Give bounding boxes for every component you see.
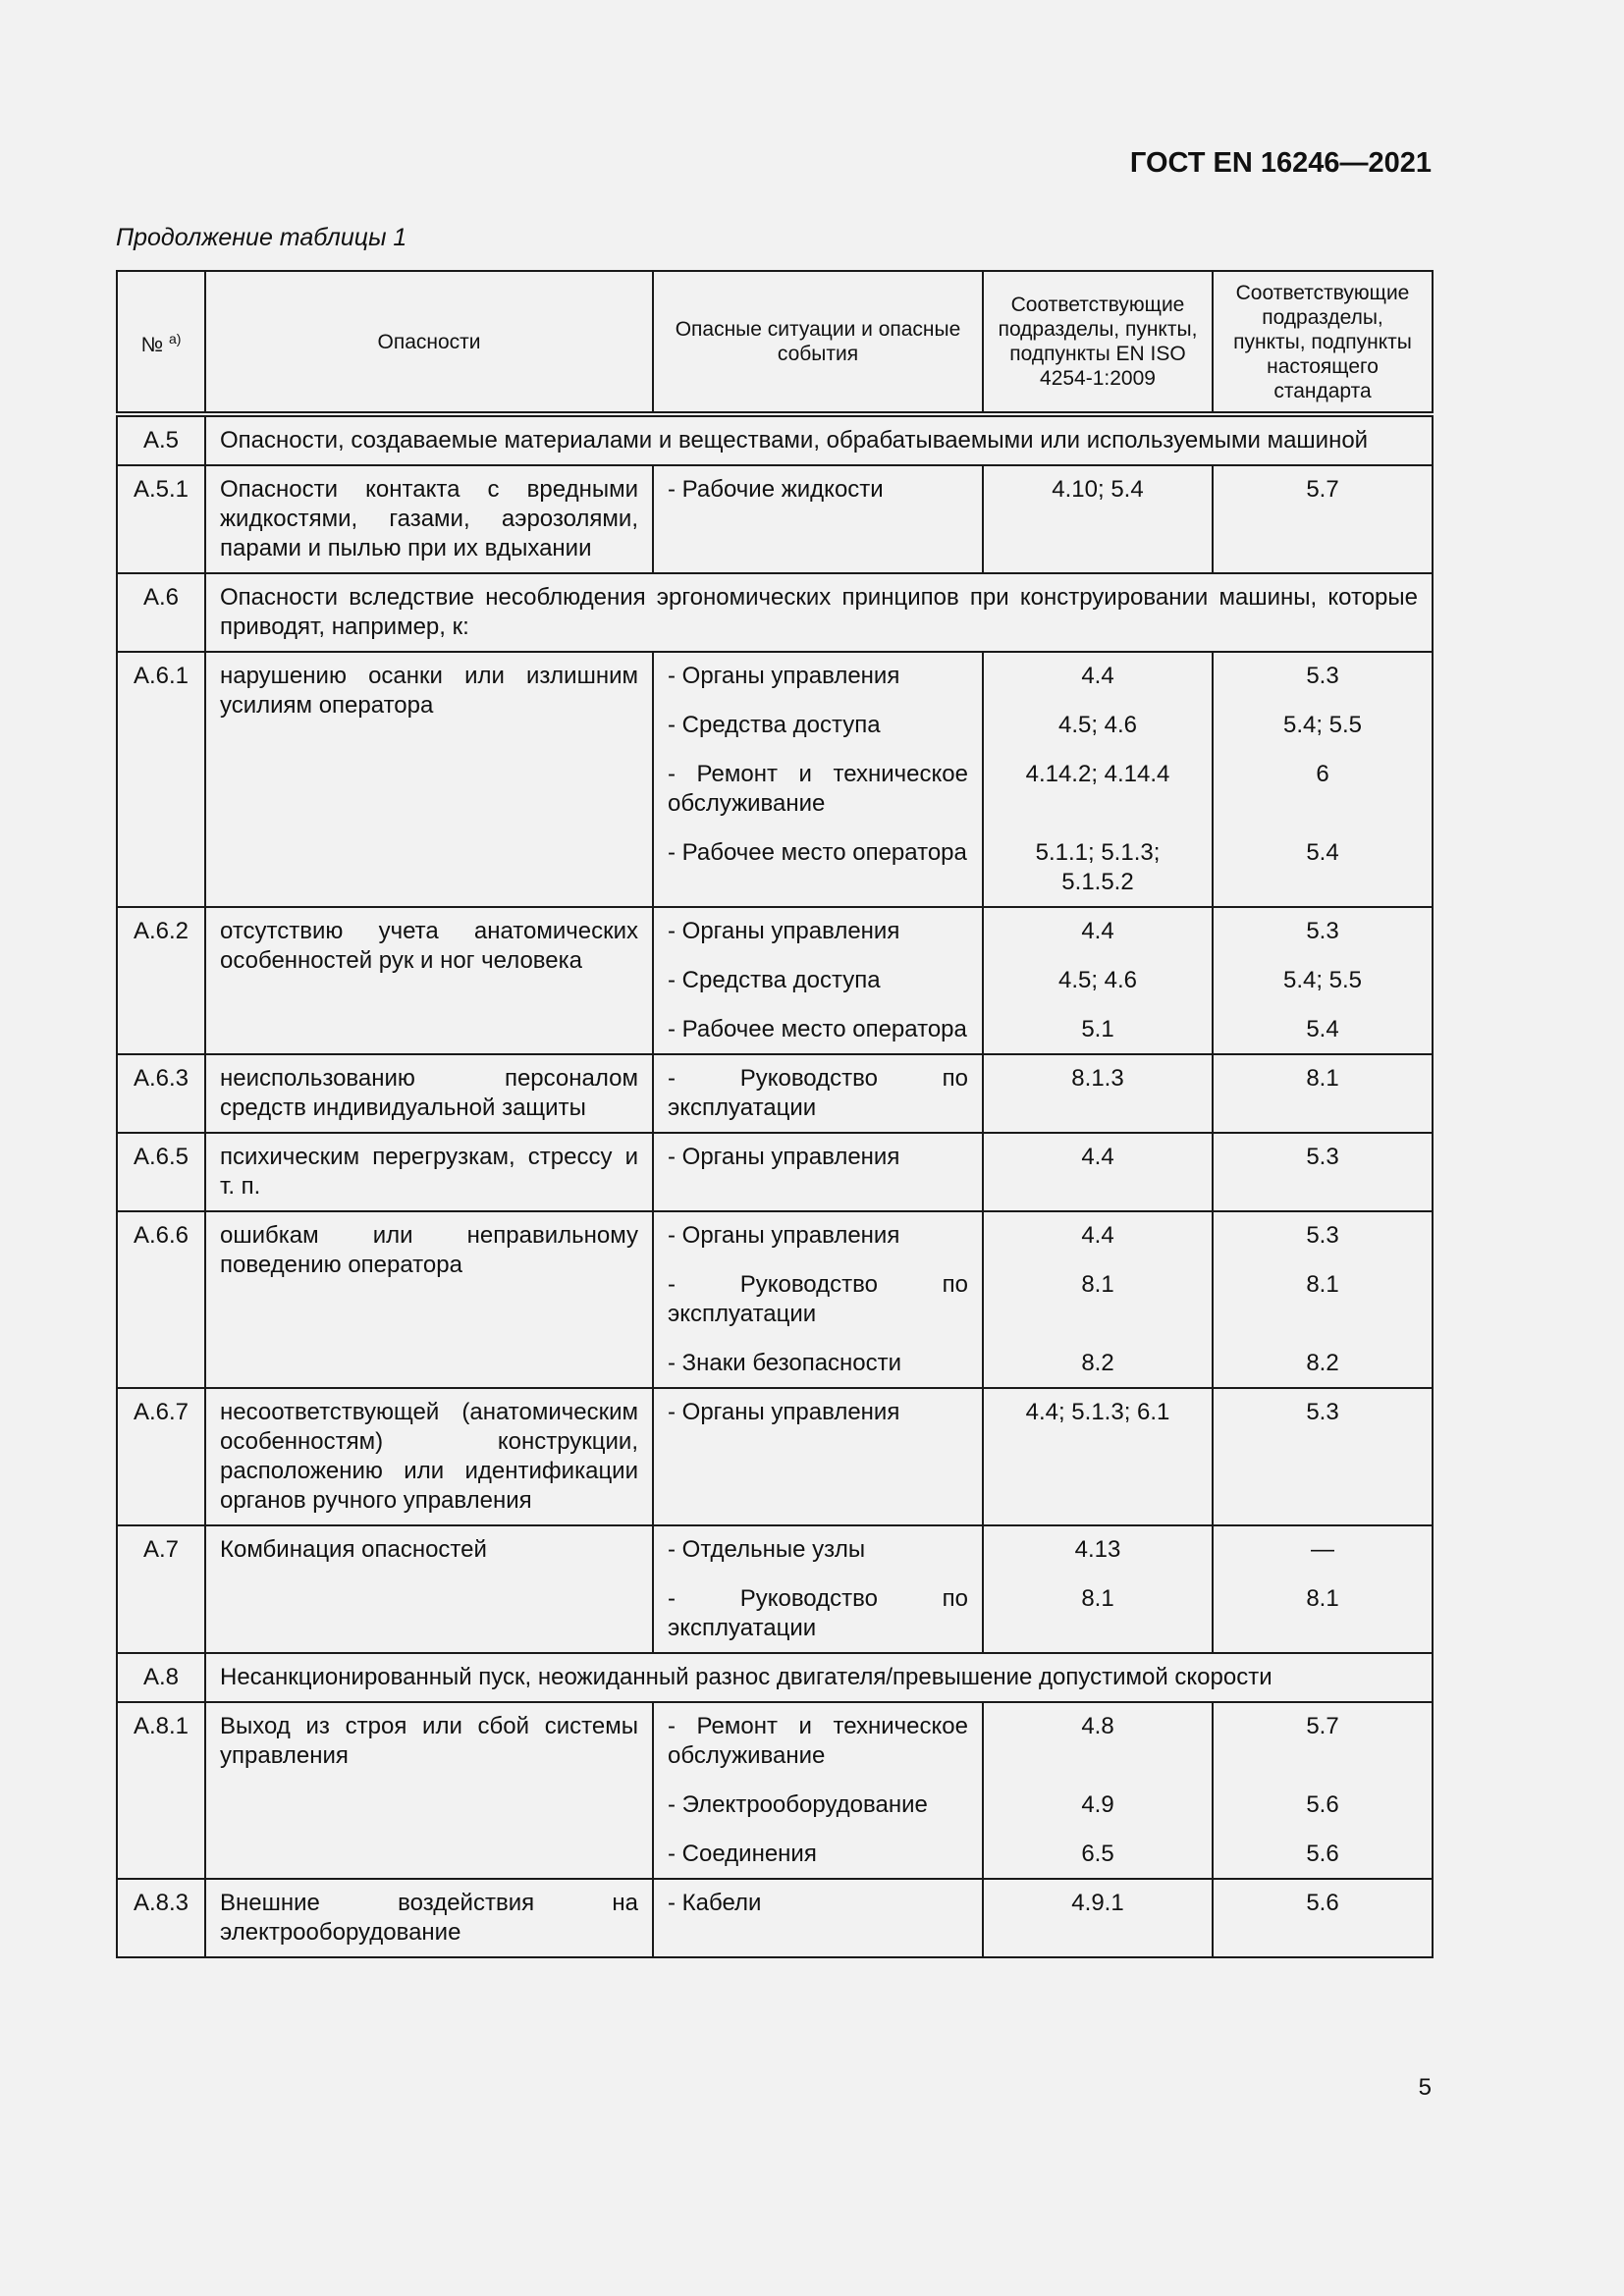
iso-reference: 4.4 xyxy=(1081,1222,1114,1249)
standard-reference-cell xyxy=(1213,1702,1433,1879)
iso-reference: 4.10; 5.4 xyxy=(1052,476,1144,503)
row-number: А.8 xyxy=(117,1653,205,1702)
iso-reference: 4.8 xyxy=(1081,1713,1114,1739)
iso-reference: 8.1 xyxy=(1081,1271,1114,1298)
hazardous-situation-cell xyxy=(653,1702,983,1879)
standard-reference: 5.4; 5.5 xyxy=(1282,712,1363,738)
hazardous-situation: - Руководство по эксплуатации xyxy=(668,1585,968,1641)
hazard-description: несоответствующей (анатомическим особенностям) конструкции, расположению или идентификации органов ручного управления xyxy=(205,1388,653,1525)
iso-reference-cell xyxy=(983,1525,1213,1653)
iso-reference-cell xyxy=(983,652,1213,907)
standard-reference: 5.3 xyxy=(1306,663,1339,689)
table-body xyxy=(117,414,1433,1957)
page-number: 5 xyxy=(1418,2074,1432,2101)
table-row xyxy=(117,1525,1433,1653)
standard-reference-cell xyxy=(1213,465,1433,573)
iso-reference: 8.1 xyxy=(1081,1585,1114,1612)
table-row xyxy=(117,1702,1433,1879)
group-title: Опасности, создаваемые материалами и веществами, обрабатываемыми или используемыми машиной xyxy=(205,414,1433,465)
group-title: Несанкционированный пуск, неожиданный разнос двигателя/превышение допустимой скорости xyxy=(205,1653,1433,1702)
hazardous-situation: - Органы управления xyxy=(668,1222,900,1249)
standard-reference: 8.2 xyxy=(1306,1350,1339,1376)
table-row xyxy=(117,465,1433,573)
iso-reference: 6.5 xyxy=(1081,1841,1114,1867)
table-row xyxy=(117,1211,1433,1388)
iso-reference-cell xyxy=(983,1702,1213,1879)
iso-reference: 4.13 xyxy=(1074,1536,1121,1563)
standard-reference-cell xyxy=(1213,652,1433,907)
iso-reference: 4.9.1 xyxy=(1071,1890,1124,1916)
iso-reference: 5.1.1; 5.1.3; 5.1.5.2 xyxy=(1035,839,1161,895)
hazard-description: ошибкам или неправильному поведению оператора xyxy=(205,1211,653,1388)
hazardous-situation-cell xyxy=(653,652,983,907)
hazardous-situation: - Средства доступа xyxy=(668,712,881,738)
table-row xyxy=(117,652,1433,907)
standard-reference-cell xyxy=(1213,1388,1433,1525)
hazardous-situation: - Соединения xyxy=(668,1841,817,1867)
row-number: А.6.6 xyxy=(117,1211,205,1388)
hazard-description: Комбинация опасностей xyxy=(205,1525,653,1653)
document-code: ГОСТ EN 16246—2021 xyxy=(1129,147,1432,179)
header-num: № $^{а)}$ xyxy=(117,271,205,414)
iso-reference: 4.5; 4.6 xyxy=(1057,712,1138,738)
hazardous-situation-cell xyxy=(653,907,983,1054)
standard-reference-cell xyxy=(1213,1525,1433,1653)
hazard-description: Опасности контакта с вредными жидкостями, газами, аэрозолями, парами и пылью при их вдыхании xyxy=(205,465,653,573)
hazardous-situation: - Рабочее место оператора xyxy=(668,1016,967,1042)
table-row xyxy=(117,907,1433,1054)
row-number: А.8.3 xyxy=(117,1879,205,1957)
standard-reference: 5.6 xyxy=(1306,1841,1339,1867)
standard-reference: 5.3 xyxy=(1306,1144,1339,1170)
hazardous-situation-cell xyxy=(653,1054,983,1133)
hazard-description: Выход из строя или сбой системы управления xyxy=(205,1702,653,1879)
iso-reference-cell xyxy=(983,1211,1213,1388)
row-number: А.6.3 xyxy=(117,1054,205,1133)
iso-reference: 4.4 xyxy=(1081,918,1114,944)
table-caption: Продолжение таблицы 1 xyxy=(116,224,407,251)
hazardous-situation: - Ремонт и техническое обслуживание xyxy=(668,1713,968,1769)
standard-reference: 5.3 xyxy=(1306,1222,1339,1249)
row-number: А.6.1 xyxy=(117,652,205,907)
standard-reference: 5.6 xyxy=(1306,1890,1339,1916)
row-number: А.6.7 xyxy=(117,1388,205,1525)
hazardous-situation: - Ремонт и техническое обслуживание xyxy=(668,761,968,817)
hazard-description: отсутствию учета анатомических особенностей рук и ног человека xyxy=(205,907,653,1054)
group-title: Опасности вследствие несоблюдения эргономических принципов при конструировании машины, которые приводят, например, к: xyxy=(205,573,1433,652)
standard-reference-cell xyxy=(1213,1879,1433,1957)
hazard-description: Внешние воздействия на электрооборудование xyxy=(205,1879,653,1957)
iso-reference-cell xyxy=(983,465,1213,573)
table-row xyxy=(117,1054,1433,1133)
row-number: А.5.1 xyxy=(117,465,205,573)
hazardous-situation: - Рабочее место оператора xyxy=(668,839,967,866)
hazardous-situation: - Органы управления xyxy=(668,663,900,689)
hazardous-situation: - Знаки безопасности xyxy=(668,1350,902,1376)
hazardous-situation-cell xyxy=(653,1388,983,1525)
hazardous-situation-cell xyxy=(653,465,983,573)
standard-reference-cell xyxy=(1213,1054,1433,1133)
hazardous-situation: - Органы управления xyxy=(668,1399,900,1425)
row-number: А.6 xyxy=(117,573,205,652)
table-row xyxy=(117,1133,1433,1211)
hazardous-situation: - Средства доступа xyxy=(668,967,881,993)
hazardous-situation: - Кабели xyxy=(668,1890,762,1916)
header-std-ref: Соответствующие подразделы, пункты, подпункты настоящего стандарта xyxy=(1213,271,1433,414)
hazardous-situation: - Руководство по эксплуатации xyxy=(668,1065,968,1121)
hazard-description: нарушению осанки или излишним усилиям оператора xyxy=(205,652,653,907)
standard-reference: 5.4 xyxy=(1306,839,1339,866)
standard-reference: 8.1 xyxy=(1306,1065,1339,1092)
hazardous-situation: - Рабочие жидкости xyxy=(668,476,884,503)
table-group-row xyxy=(117,573,1433,652)
row-number: А.6.2 xyxy=(117,907,205,1054)
iso-reference: 4.14.2; 4.14.4 xyxy=(1025,761,1170,787)
iso-reference-cell xyxy=(983,1879,1213,1957)
hazards-table xyxy=(116,270,1434,1958)
row-number: А.6.5 xyxy=(117,1133,205,1211)
hazardous-situation-cell xyxy=(653,1133,983,1211)
standard-reference: 5.3 xyxy=(1306,1399,1339,1425)
iso-reference: 8.2 xyxy=(1081,1350,1114,1376)
standard-reference: 6 xyxy=(1316,761,1329,787)
header-num-footnote: а) xyxy=(168,330,182,347)
iso-reference-cell xyxy=(983,1054,1213,1133)
iso-reference-cell xyxy=(983,1133,1213,1211)
row-number: А.5 xyxy=(117,414,205,465)
hazardous-situation: - Руководство по эксплуатации xyxy=(668,1271,968,1327)
standard-reference: 5.4; 5.5 xyxy=(1282,967,1363,993)
standard-reference-cell xyxy=(1213,907,1433,1054)
hazardous-situation: - Органы управления xyxy=(668,918,900,944)
hazard-description: неиспользованию персоналом средств индивидуальной защиты xyxy=(205,1054,653,1133)
standard-reference: 5.7 xyxy=(1306,476,1339,503)
standard-reference-cell xyxy=(1213,1211,1433,1388)
standard-reference: — xyxy=(1311,1536,1334,1563)
hazardous-situation: - Электрооборудование xyxy=(668,1791,928,1818)
iso-reference: 4.5; 4.6 xyxy=(1057,967,1138,993)
standard-reference: 8.1 xyxy=(1306,1585,1339,1612)
header-situations: Опасные ситуации и опасные события xyxy=(653,271,983,414)
iso-reference: 8.1.3 xyxy=(1071,1065,1124,1092)
standard-reference-cell xyxy=(1213,1133,1433,1211)
hazardous-situation: - Органы управления xyxy=(668,1144,900,1170)
standard-reference: 5.4 xyxy=(1306,1016,1339,1042)
hazardous-situation-cell xyxy=(653,1879,983,1957)
row-number: А.8.1 xyxy=(117,1702,205,1879)
standard-reference: 5.7 xyxy=(1306,1713,1339,1739)
table-header-row xyxy=(117,271,1433,414)
hazardous-situation-cell xyxy=(653,1525,983,1653)
table-row xyxy=(117,1879,1433,1957)
table-row xyxy=(117,1388,1433,1525)
standard-reference: 5.6 xyxy=(1306,1791,1339,1818)
iso-reference: 4.4 xyxy=(1081,1144,1114,1170)
iso-reference-cell xyxy=(983,907,1213,1054)
table-group-row xyxy=(117,414,1433,465)
iso-reference: 4.4; 5.1.3; 6.1 xyxy=(1025,1399,1170,1425)
standard-reference: 5.3 xyxy=(1306,918,1339,944)
hazardous-situation-cell xyxy=(653,1211,983,1388)
iso-reference: 4.9 xyxy=(1081,1791,1114,1818)
standard-reference: 8.1 xyxy=(1306,1271,1339,1298)
hazard-description: психическим перегрузкам, стрессу и т. п. xyxy=(205,1133,653,1211)
hazardous-situation: - Отдельные узлы xyxy=(668,1536,866,1563)
row-number: А.7 xyxy=(117,1525,205,1653)
iso-reference: 4.4 xyxy=(1081,663,1114,689)
header-hazards: Опасности xyxy=(205,271,653,414)
table-group-row xyxy=(117,1653,1433,1702)
iso-reference: 5.1 xyxy=(1081,1016,1114,1042)
iso-reference-cell xyxy=(983,1388,1213,1525)
header-iso-ref: Соответствующие подразделы, пункты, подпункты EN ISO 4254-1:2009 xyxy=(983,271,1213,414)
